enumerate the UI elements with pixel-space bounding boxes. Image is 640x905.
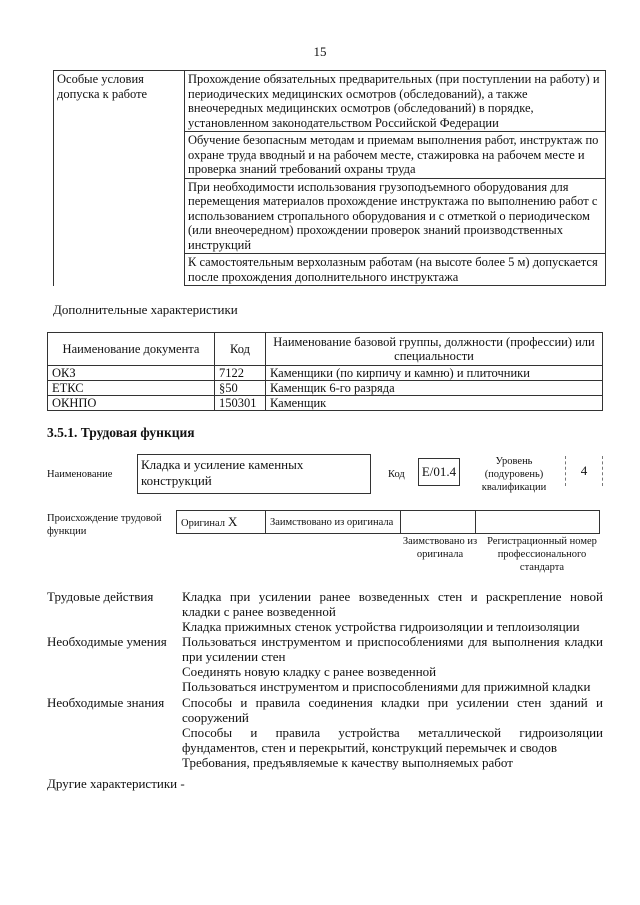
knowledge-item: Способы и правила соединения кладки при усилении стен зданий и сооружений xyxy=(182,695,603,725)
code-cell: 150301 xyxy=(215,396,266,411)
condition-item: При необходимости использования грузоподъемного оборудования для перемещения материалов прохождение инструктажа по выполнению работ с использованием стропального оборудования и с отметкой о периодическом (или внеочередном) прохождении проверок знаний производственных инструкций xyxy=(185,178,606,254)
other-characteristics: Другие характеристики - xyxy=(47,776,185,791)
doc-cell: ОКНПО xyxy=(48,396,215,411)
table-row xyxy=(48,381,603,396)
group-cell: Каменщики (по кирпичу и камню) и плиточники xyxy=(266,366,603,381)
page-number: 15 xyxy=(313,44,327,59)
original-mark: Х xyxy=(228,514,238,529)
original-text: Оригинал xyxy=(181,518,225,529)
borrowed-cell: Заимствовано из оригинала xyxy=(266,511,401,534)
header-document: Наименование документа xyxy=(48,333,215,366)
skill-item: Пользоваться инструментом и приспособлениями для прижимной кладки xyxy=(182,679,591,694)
admission-conditions-table xyxy=(53,70,606,286)
additional-title: Дополнительные характеристики xyxy=(53,302,238,317)
code-label: Код xyxy=(388,469,405,480)
level-label: Уровень (подуровень) квалификации xyxy=(481,456,547,493)
function-name: Кладка и усиление каменных конструкций xyxy=(137,454,371,494)
regnum-cell xyxy=(476,511,600,534)
header-code: Код xyxy=(215,333,266,366)
doc-cell: ОКЗ xyxy=(48,366,215,381)
actions-label: Трудовые действия xyxy=(47,589,154,604)
caption-regnum: Регистрационный номер профессионального стандарта xyxy=(487,536,597,573)
table-row xyxy=(48,366,603,381)
origin-table xyxy=(176,510,600,534)
knowledge-item: Требования, предъявляемые к качеству выполняемых работ xyxy=(182,755,513,770)
action-item: Кладка прижимных стенок устройства гидроизоляции и теплоизоляции xyxy=(182,619,580,634)
condition-item: Обучение безопасным методам и приемам выполнения работ, инструктаж по охране труда вводный и на рабочем месте, стажировка на рабочем месте и проверка знаний требований охраны труда xyxy=(185,132,606,179)
skill-item: Соединять новую кладку с ранее возведенной xyxy=(182,664,437,679)
additional-characteristics-table xyxy=(47,332,603,411)
origin-label: Происхождение трудовой функции xyxy=(47,513,162,537)
knowledge-label: Необходимые знания xyxy=(47,695,165,710)
doc-cell: ЕТКС xyxy=(48,381,215,396)
caption-borrowed: Заимствовано из оригинала xyxy=(402,536,478,560)
group-cell: Каменщик 6-го разряда xyxy=(266,381,603,396)
condition-item: К самостоятельным верхолазным работам (на высоте более 5 м) допускается после прохождения дополнительного инструктажа xyxy=(185,254,606,286)
header-group: Наименование базовой группы, должности (профессии) или специальности xyxy=(266,333,603,366)
knowledge-item: Способы и правила устройства металлической гидроизоляции фундаментов, стен и перекрытий, конструкций перемычек и сводов xyxy=(182,725,603,755)
section-title: 3.5.1. Трудовая функция xyxy=(47,425,195,440)
skill-item: Пользоваться инструментом и приспособлениями для выполнения кладки при усилении стен xyxy=(182,634,603,664)
level-value: 4 xyxy=(565,456,603,486)
borrowed-code-cell xyxy=(401,511,476,534)
skills-label: Необходимые умения xyxy=(47,634,167,649)
table-row xyxy=(48,396,603,411)
name-label: Наименование xyxy=(47,469,113,480)
conditions-label: Особые условия допуска к работе xyxy=(54,71,185,286)
code-cell: 7122 xyxy=(215,366,266,381)
function-code: E/01.4 xyxy=(418,458,460,486)
group-cell: Каменщик xyxy=(266,396,603,411)
action-item: Кладка при усилении ранее возведенных стен и раскрепление новой кладки с ранее возведенной xyxy=(182,589,603,619)
condition-item: Прохождение обязательных предварительных (при поступлении на работу) и периодических медицинских осмотров (обследований), а также внеочередных медицинских осмотров (обследований) в порядке, установленном законодательством Российской Федерации xyxy=(185,71,606,132)
original-cell xyxy=(177,511,266,534)
code-cell: §50 xyxy=(215,381,266,396)
